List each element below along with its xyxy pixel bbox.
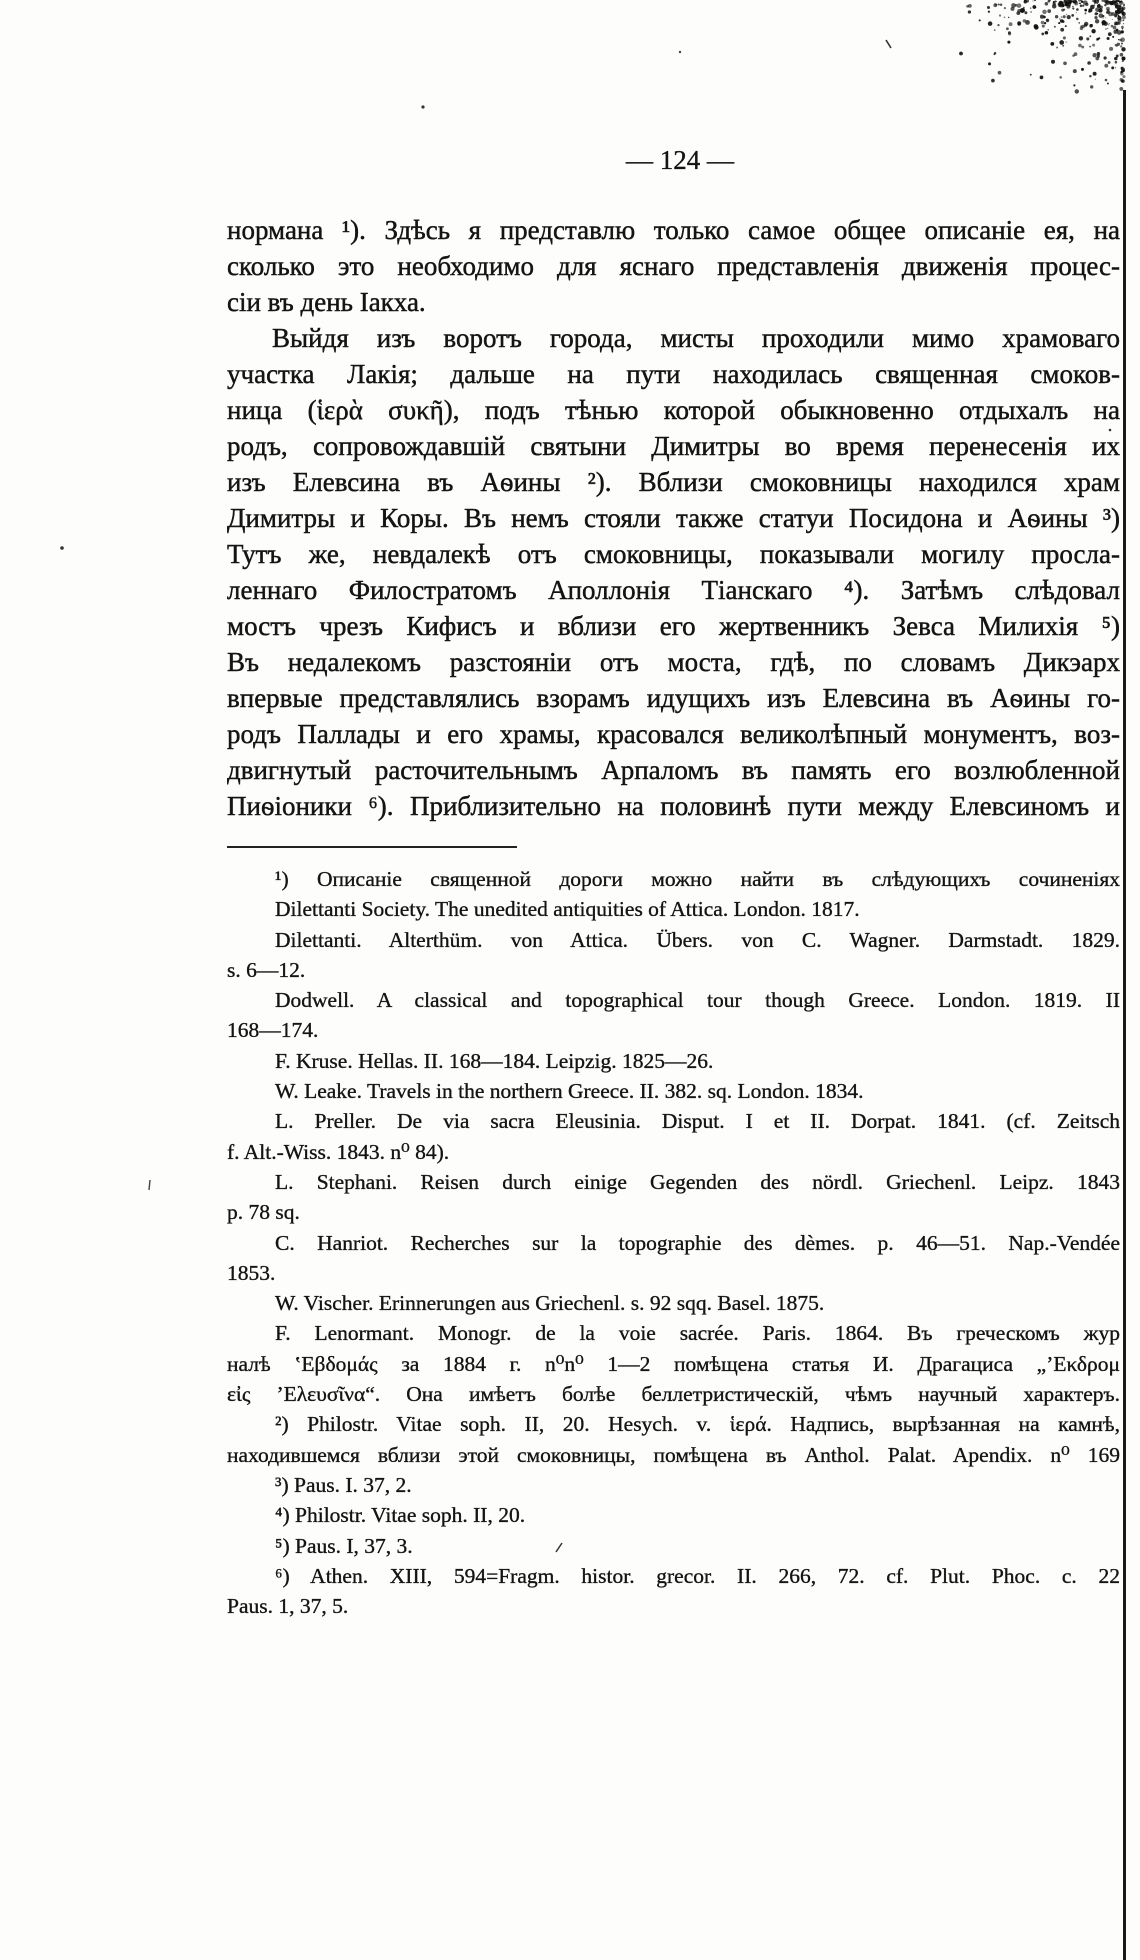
footnote-line: W. Vischer. Erinnerungen aus Griechenl. s. 92 sqq. Basel. 1875. <box>275 1291 825 1316</box>
footnote-line: Dilettanti. Alterthüm. von Attica. Übers. von C. Wagner. Darmstadt. 1829. <box>275 927 1120 952</box>
footnote-line: W. Leake. Travels in the northern Greece. II. 382. sq. London. 1834. <box>275 1079 864 1104</box>
footnote-line: налѣ ʽΕβδομάς за 1884 г. n⁰n⁰ 1—2 помѣщена статья И. Драгациса „ʼΕκδρομ <box>227 1351 1120 1376</box>
footnote-line: F. Lenormant. Monogr. de la voie sacrée. Paris. 1864. Въ греческомъ жур <box>275 1321 1120 1346</box>
footnote-line: s. 6—12. <box>227 957 306 982</box>
main-text <box>227 212 1120 824</box>
footnote-line: ⁶) Athen. XIII, 594=Fragm. histor. grecor. II. 266, 72. cf. Plut. Phoc. c. 22 <box>275 1563 1120 1588</box>
body-line: нормана ¹). Здѣсь я представлю только самое общее описаніе ея, на <box>227 215 1120 245</box>
footnote-line: ⁴) Philostr. Vitae soph. II, 20. <box>275 1503 526 1528</box>
scan-speck <box>149 1180 150 1190</box>
body-line: ница (ἱερὰ συκῆ), подъ тѣнью которой обыкновенно отдыхалъ на <box>227 395 1120 425</box>
footnote-line: ²) Philostr. Vitae soph. II, 20. Hesych. v. ἱερά. Надпись, вырѣзанная на камнѣ, <box>275 1412 1120 1437</box>
body-line: родъ Паллады и его храмы, красовался великолѣпный монументъ, воз- <box>227 719 1120 749</box>
body-line: изъ Елевсина въ Аѳины ²). Вблизи смоковницы находился храм <box>227 467 1120 497</box>
footnote-line: Dilettanti Society. The unedited antiquities of Attica. London. 1817. <box>275 897 860 922</box>
footnote-line: p. 78 sq. <box>227 1200 300 1225</box>
footnotes <box>227 864 1120 1621</box>
body-line: двигнутый расточительнымъ Арпаломъ въ память его возлюбленной <box>227 755 1120 785</box>
footnote-separator <box>227 846 517 848</box>
footnote-line: εἰς ʼΕλευσῖνα“. Она имѣетъ болѣе беллетристическій, чѣмъ научный характеръ. <box>227 1382 1120 1407</box>
footnote-line: L. Preller. De via sacra Eleusinia. Disput. I et II. Dorpat. 1841. (cf. Zeitsch <box>275 1109 1120 1134</box>
footnote-line: ⁵) Paus. I, 37, 3. <box>275 1533 413 1558</box>
body-line: Пиѳіоники ⁶). Приблизительно на половинѣ пути между Елевсиномъ и <box>227 791 1120 821</box>
body-line: леннаго Филостратомъ Аполлонія Тіанскаго ⁴). Затѣмъ слѣдовал <box>227 575 1120 605</box>
footnote-line: Dodwell. A classical and topographical tour though Greece. London. 1819. II <box>275 988 1120 1013</box>
footnote-line: 168—174. <box>227 1018 319 1043</box>
footnote-line: ¹) Описаніе священной дороги можно найти въ слѣдующихъ сочиненіях <box>275 867 1120 891</box>
footnote-line: C. Hanriot. Recherches sur la topographie des dèmes. p. 46—51. Nap.-Vendée <box>275 1230 1120 1255</box>
footnote-line: 1853. <box>227 1260 276 1285</box>
body-line: мостъ чрезъ Кифисъ и вблизи его жертвенникъ Зевса Милихія ⁵) <box>227 611 1120 641</box>
scan-speck <box>679 51 681 53</box>
footnote-line: находившемся вблизи этой смоковницы, помѣщена въ Anthol. Palat. Apendix. n⁰ 169 <box>227 1442 1120 1467</box>
body-line: участка Лакія; дальше на пути находилась священная смоков- <box>227 359 1120 389</box>
body-line: впервые представлялись взорамъ идущихъ изъ Елевсина въ Аѳины го- <box>227 683 1120 713</box>
body-line: Выйдя изъ воротъ города, мисты проходили мимо храмоваго <box>272 323 1120 353</box>
body-line: Въ недалекомъ разстояніи отъ моста, гдѣ, по словамъ Дикэарх <box>227 647 1120 677</box>
footnote-line: F. Kruse. Hellas. II. 168—184. Leipzig. 1825—26. <box>275 1048 714 1073</box>
body-line: сколько это необходимо для яснаго представленія движенія процес- <box>227 251 1120 281</box>
body-line: Тутъ же, невдалекѣ отъ смоковницы, показывали могилу просла- <box>227 539 1120 569</box>
body-line: родъ, сопровождавшій святыни Димитры во время перенесенія их <box>227 431 1120 461</box>
footnote-line: ³) Paus. I. 37, 2. <box>275 1472 412 1497</box>
scan-speck <box>886 40 891 48</box>
page-crop-edge <box>1123 90 1126 1960</box>
scan-speck <box>60 546 64 550</box>
footnote-line: Paus. 1, 37, 5. <box>227 1594 349 1619</box>
body-line: Димитры и Коры. Въ немъ стояли также статуи Посидона и Аѳины ³) <box>227 503 1120 533</box>
body-line: сіи въ день Іакха. <box>227 287 426 317</box>
page-number: — 124 — <box>626 145 734 175</box>
scan-noise-top-right <box>959 0 1126 94</box>
footnote-line: f. Alt.-Wiss. 1843. n⁰ 84). <box>227 1139 450 1164</box>
scan-speck <box>421 105 424 108</box>
footnote-line: L. Stephani. Reisen durch einige Gegenden des nördl. Griechenl. Leipz. 1843 <box>275 1169 1120 1194</box>
